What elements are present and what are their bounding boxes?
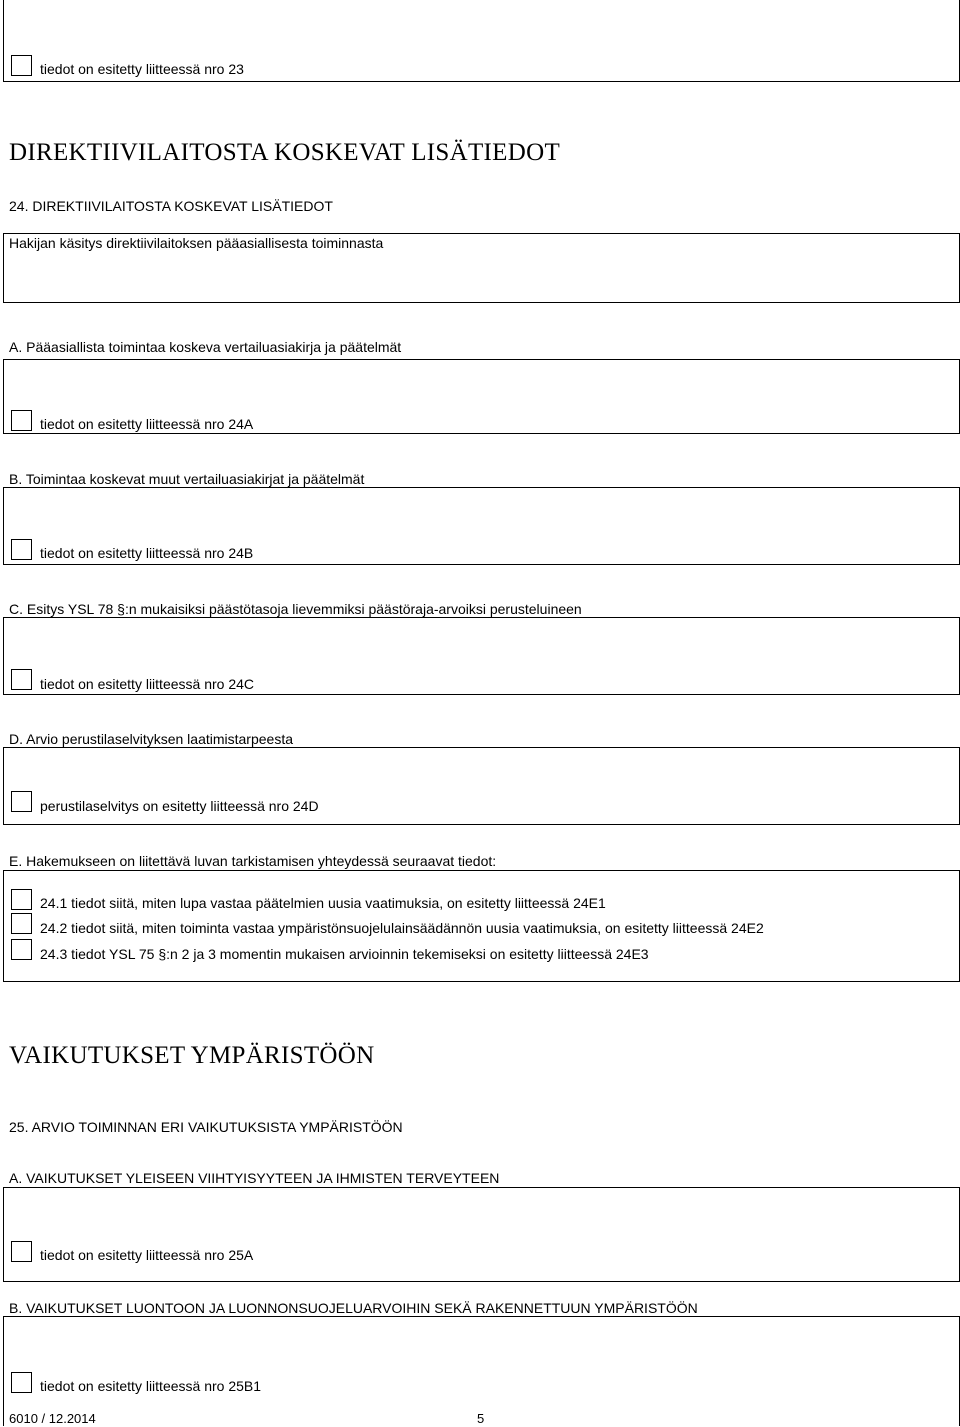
section-25a-title: A. VAIKUTUKSET YLEISEEN VIIHTYISYYTEEN JA IHMISTEN TERVEYTEEN	[9, 1170, 500, 1186]
section-25b-title: B. VAIKUTUKSET LUONTOON JA LUONNONSUOJELUARVOIHIN SEKÄ RAKENNETTUUN YMPÄRISTÖÖN	[9, 1300, 698, 1316]
checkbox-label-25a: tiedot on esitetty liitteessä nro 25A	[40, 1247, 254, 1263]
section-24c-title: C. Esitys YSL 78 §:n mukaisiksi päästötasoja lievemmiksi päästöraja-arvoiksi perusteluineen	[9, 601, 582, 617]
checkbox-25b1[interactable]	[11, 1372, 32, 1393]
section-25b-box[interactable]	[3, 1316, 960, 1426]
checkbox-label-24d: perustilaselvitys on esitetty liitteessä nro 24D	[40, 798, 319, 814]
checkbox-label-24e1: 24.1 tiedot siitä, miten lupa vastaa päätelmien uusia vaatimuksia, on esitetty liitteessä 24E1	[40, 895, 606, 911]
section-24-title: DIREKTIIVILAITOSTA KOSKEVAT LISÄTIEDOT	[9, 139, 561, 166]
page-number: 5	[477, 1411, 485, 1426]
section-25a-box[interactable]	[3, 1187, 960, 1282]
section-24a-title: A. Pääasiallista toimintaa koskeva vertailuasiakirja ja päätelmät	[9, 339, 402, 355]
section-24b-title: B. Toimintaa koskevat muut vertailuasiakirjat ja päätelmät	[9, 471, 365, 487]
checkbox-label-24a: tiedot on esitetty liitteessä nro 24A	[40, 416, 254, 432]
checkbox-24a[interactable]	[11, 410, 32, 431]
section-24d-title: D. Arvio perustilaselvityksen laatimistarpeesta	[9, 731, 294, 747]
checkbox-24c[interactable]	[11, 669, 32, 690]
checkbox-label-25b1: tiedot on esitetty liitteessä nro 25B1	[40, 1378, 262, 1394]
checkbox-label-24b: tiedot on esitetty liitteessä nro 24B	[40, 545, 254, 561]
checkbox-24b[interactable]	[11, 539, 32, 560]
section-24-intro: Hakijan käsitys direktiivilaitoksen pääasiallisesta toiminnasta	[9, 235, 384, 251]
section-24e-title: E. Hakemukseen on liitettävä luvan tarkistamisen yhteydessä seuraavat tiedot:	[9, 853, 497, 869]
checkbox-label-23: tiedot on esitetty liitteessä nro 23	[40, 61, 244, 77]
checkbox-label-24e2: 24.2 tiedot siitä, miten toiminta vastaa ympäristönsuojelulainsäädännön uusia vaatimuksia, on esitetty liitteessä 24E2	[40, 920, 764, 936]
section-25-title: VAIKUTUKSET YMPÄRISTÖÖN	[9, 1042, 375, 1069]
checkbox-24e3[interactable]	[11, 939, 32, 960]
checkbox-label-24c: tiedot on esitetty liitteessä nro 24C	[40, 676, 255, 692]
checkbox-24e2[interactable]	[11, 913, 32, 934]
checkbox-23[interactable]	[11, 55, 32, 76]
checkbox-25a[interactable]	[11, 1241, 32, 1262]
checkbox-label-24e3: 24.3 tiedot YSL 75 §:n 2 ja 3 momentin mukaisen arvioinnin tekemiseksi on esitetty liitteessä 24E3	[40, 946, 649, 962]
intro-textbox[interactable]	[3, 233, 960, 303]
form-code: 6010 / 12.2014	[9, 1411, 96, 1426]
checkbox-24e1[interactable]	[11, 889, 32, 910]
checkbox-24d[interactable]	[11, 791, 32, 812]
section-25-heading: 25. ARVIO TOIMINNAN ERI VAIKUTUKSISTA YMPÄRISTÖÖN	[9, 1119, 403, 1135]
section-24-heading: 24. DIREKTIIVILAITOSTA KOSKEVAT LISÄTIEDOT	[9, 198, 333, 214]
